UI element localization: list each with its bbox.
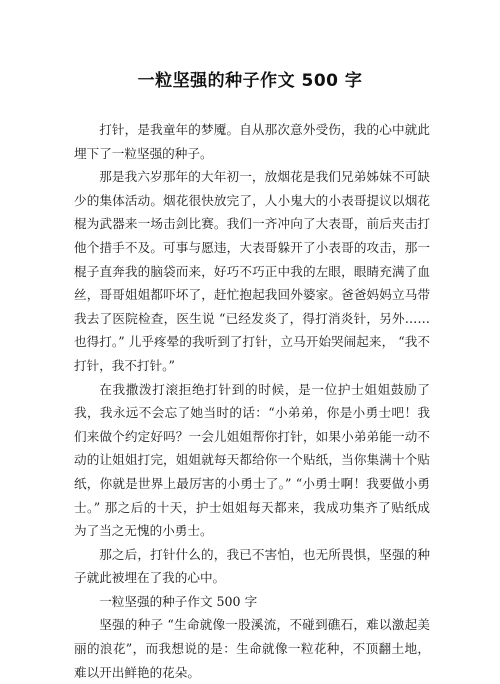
- paragraph-1: 打针，是我童年的梦魇。自从那次意外受伤，我的心中就此埋下了一粒坚强的种子。: [74, 122, 430, 161]
- document-title: 一粒坚强的种子作文 500 字: [137, 71, 363, 91]
- section-heading: 一粒坚强的种子作文 500 字: [99, 593, 258, 609]
- paragraph-3: 在我撒泼打滚拒绝打针到的时候，是一位护士姐姐鼓励了我，我永远不会忘了她当时的话：“小弟弟，你是小勇士吧！我们来做个约定好吗？一会儿姐姐帮你打针，如果小弟弟能一动不动的让姐姐打完，姐姐就每天都给你一个贴纸，当你集满十个贴纸，你就是世界上最厉害的小勇士了。” “小勇士啊！我要做小勇士。” 那之后的十天，护士姐姐每天都来，我成功集齐了贴纸成为了当之无愧的小勇士。: [74, 381, 430, 539]
- paragraph-2: 那是我六岁那年的大年初一，放烟花是我们兄弟姊妹不可缺少的集体活动。烟花很快放完了，人小鬼大的小表哥提议以烟花棍为武器来一场击剑比赛。我们一齐冲向了大表哥，前后夹击打他个措手不及。可事与愿违，大表哥躲开了小表哥的攻击，那一棍子直奔我的脑袋而来，好巧不巧正中我的左眼，眼睛充满了血丝，哥哥姐姐都吓坏了，赶忙抱起我回外婆家。爸爸妈妈立马带我去了医院检查，医生说 “已经发炎了，得打消炎针，另外……也得打。” 儿乎疼晕的我听到了打针，立马开始哭闹起来， “我不打针，我不打针。”: [74, 169, 430, 373]
- paragraph-5: 坚强的种子 “生命就像一股溪流，不碰到礁石，难以激起美丽的浪花”，而我想说的是：生命就像一粒花种，不顶翻土地，难以开出鲜艳的花朵。: [74, 617, 430, 680]
- document-body: [74, 118, 430, 684]
- paragraph-4: 那之后，打针什么的，我已不害怕，也无所畏惧，坚强的种子就此被埋在了我的心中。: [74, 546, 430, 586]
